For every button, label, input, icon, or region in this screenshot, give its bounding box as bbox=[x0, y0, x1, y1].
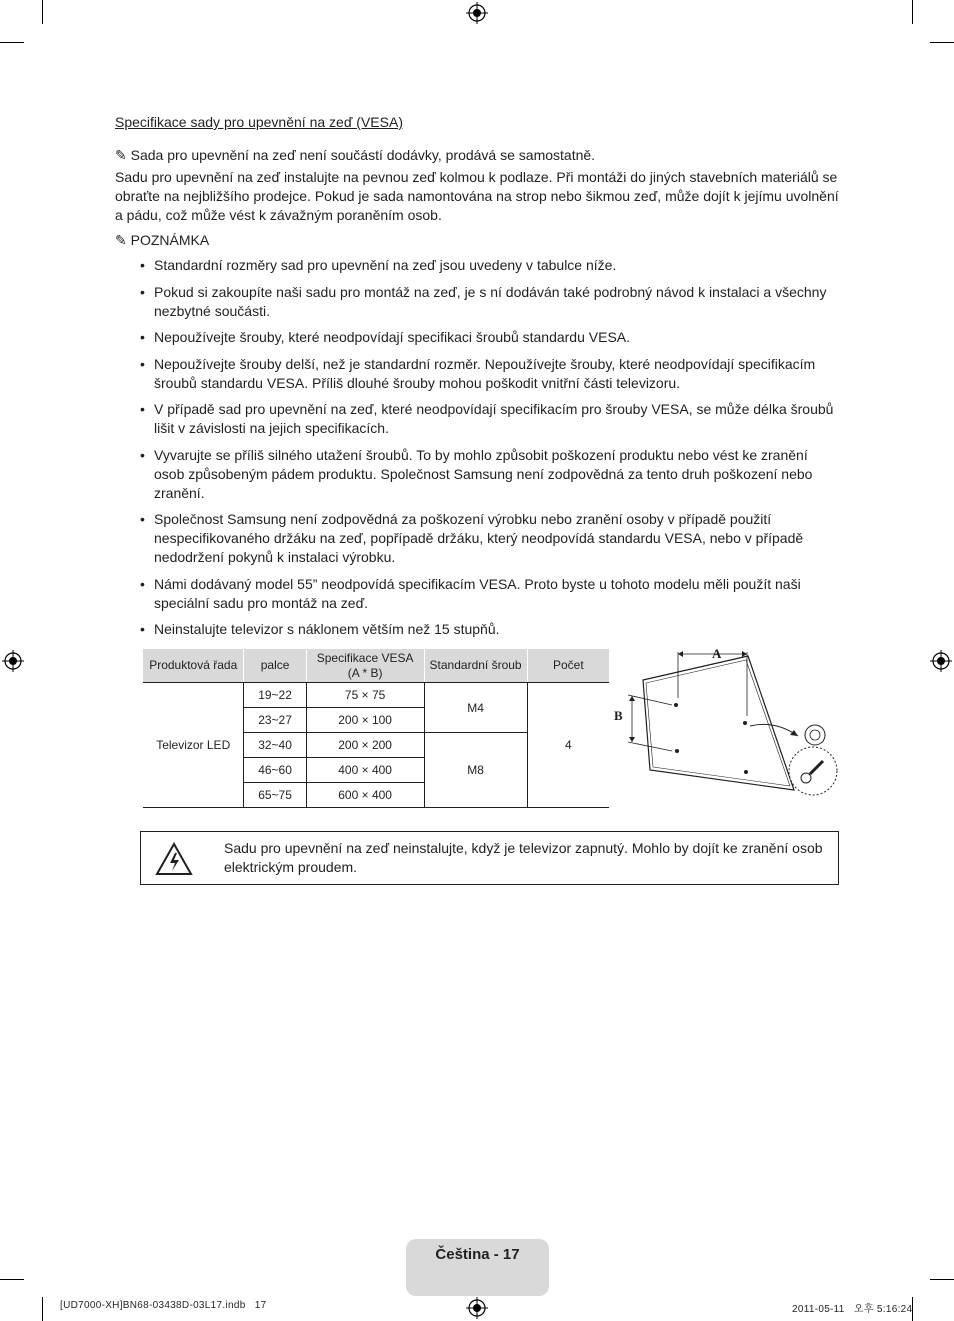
column-header: Specifikace VESA (A * B) bbox=[306, 649, 424, 683]
screw-hole bbox=[675, 749, 679, 753]
registration-mark-icon bbox=[2, 650, 24, 672]
print-slug-date: 2011-05-11 오후 5:16:24 bbox=[792, 1304, 913, 1315]
registration-mark-icon bbox=[466, 1297, 488, 1319]
page-number: Čeština - 17 bbox=[435, 1246, 520, 1263]
vesa-cell: 200 × 100 bbox=[306, 708, 424, 733]
crop-mark bbox=[0, 1279, 24, 1280]
crop-mark bbox=[42, 0, 43, 24]
registration-mark-icon bbox=[930, 650, 952, 672]
tv-back-panel bbox=[643, 656, 794, 790]
print-slug-file: [UD7000-XH]BN68-03438D-03L17.indb 17 bbox=[60, 1300, 267, 1311]
list-item: • Vyvarujte se příliš silného utažení šroubů. To by mohlo způsobit poškození produktu nebo vést ke zranění osob způsobeným pádem produktu. Společnost Samsung není zodpovědná za tento druh poškození nebo zranění. bbox=[140, 446, 840, 503]
pencil-note-icon: ✎ bbox=[115, 147, 127, 163]
note-sold-separately bbox=[115, 146, 840, 165]
column-header: Standardní šroub bbox=[424, 649, 527, 683]
list-item: • Nepoužívejte šrouby, které neodpovídají specifikaci šroubů standardu VESA. bbox=[140, 328, 840, 347]
electric-shock-warning-icon bbox=[155, 842, 193, 876]
crop-mark bbox=[930, 1279, 954, 1280]
inches-cell: 23~27 bbox=[244, 708, 306, 733]
column-header: Počet bbox=[527, 649, 609, 683]
screw-hole bbox=[744, 770, 748, 774]
crop-mark bbox=[930, 42, 954, 43]
label-a: A bbox=[712, 646, 722, 661]
list-item: • Neinstalujte televizor s náklonem větším než 15 stupňů. bbox=[140, 620, 840, 639]
product-line-cell: Televizor LED bbox=[143, 683, 244, 808]
label-b: B bbox=[614, 708, 623, 723]
vesa-spec-table bbox=[143, 649, 609, 808]
list-item: • Námi dodávaný model 55” neodpovídá specifikacím VESA. Proto byste u tohoto modelu měli použít naši speciální sadu pro montáž na zeď. bbox=[140, 575, 840, 613]
warning-text: Sadu pro upevnění na zeď neinstalujte, když je televizor zapnutý. Mohlo by dojít ke zranění osob elektrickým proudem. bbox=[224, 840, 823, 875]
pencil-note-icon: ✎ bbox=[115, 232, 127, 248]
list-item: • Standardní rozměry sad pro upevnění na zeď jsou uvedeny v tabulce níže. bbox=[140, 256, 840, 275]
note-label: POZNÁMKA bbox=[130, 232, 210, 248]
crop-mark bbox=[42, 1297, 43, 1321]
list-item: • Společnost Samsung není zodpovědná za poškození výrobku nebo zranění osoby v případě použití nespecifikovaného držáku na zeď, popřípadě držáku, který neodpovídá standardu VESA, nebo v případě nedodržení pokynů k instalaci výrobku. bbox=[140, 510, 840, 567]
vesa-cell: 400 × 400 bbox=[306, 758, 424, 783]
screw-hole bbox=[743, 721, 747, 725]
table-header-row bbox=[143, 649, 609, 683]
crop-mark bbox=[0, 42, 24, 43]
tv-mount-diagram bbox=[610, 640, 840, 815]
inches-cell: 32~40 bbox=[244, 733, 306, 758]
intro-paragraph: Sadu pro upevnění na zeď instalujte na pevnou zeď kolmou k podlaze. Při montáži do jiných stavebních materiálů se obraťte na nejbližšího prodejce. Pokud je sada namontována na strop nebo šikmou zeď, může dojít k jejímu uvolnění a pádu, což může vést k závažným poraněním osob. bbox=[115, 169, 839, 223]
vesa-cell: 75 × 75 bbox=[306, 683, 424, 708]
list-item: • Nepoužívejte šrouby delší, než je standardní rozměr. Nepoužívejte šrouby, které neodpovídají specifikacím šroubů standardu VESA. Příliš dlouhé šrouby mohou poškodit vnitřní části televizoru. bbox=[140, 355, 840, 393]
crop-mark bbox=[912, 0, 913, 24]
inches-cell: 19~22 bbox=[244, 683, 306, 708]
inches-cell: 46~60 bbox=[244, 758, 306, 783]
vesa-cell: 200 × 200 bbox=[306, 733, 424, 758]
registration-mark-icon bbox=[466, 2, 488, 24]
table-row bbox=[143, 683, 609, 708]
inches-cell: 65~75 bbox=[244, 783, 306, 808]
section-title: Specifikace sady pro upevnění na zeď (VESA) bbox=[115, 114, 403, 130]
note-bullet-list bbox=[140, 256, 840, 647]
screw-cell: M4 bbox=[424, 683, 527, 733]
note-heading bbox=[115, 231, 209, 250]
screw-hole bbox=[674, 703, 678, 707]
list-item: • V případě sad pro upevnění na zeď, které neodpovídají specifikacím pro šrouby VESA, se může délka šroubů lišit v závislosti na jejich specifikacích. bbox=[140, 400, 840, 438]
screw-cell: M8 bbox=[424, 733, 527, 808]
count-cell: 4 bbox=[527, 683, 609, 808]
column-header: Produktová řada bbox=[143, 649, 244, 683]
vesa-cell: 600 × 400 bbox=[306, 783, 424, 808]
note-text: Sada pro upevnění na zeď není součástí dodávky, prodává se samostatně. bbox=[130, 147, 596, 163]
list-item: • Pokud si zakoupíte naši sadu pro montáž na zeď, je s ní dodáván také podrobný návod k instalaci a všechny nezbytné součásti. bbox=[140, 283, 840, 321]
column-header: palce bbox=[244, 649, 306, 683]
